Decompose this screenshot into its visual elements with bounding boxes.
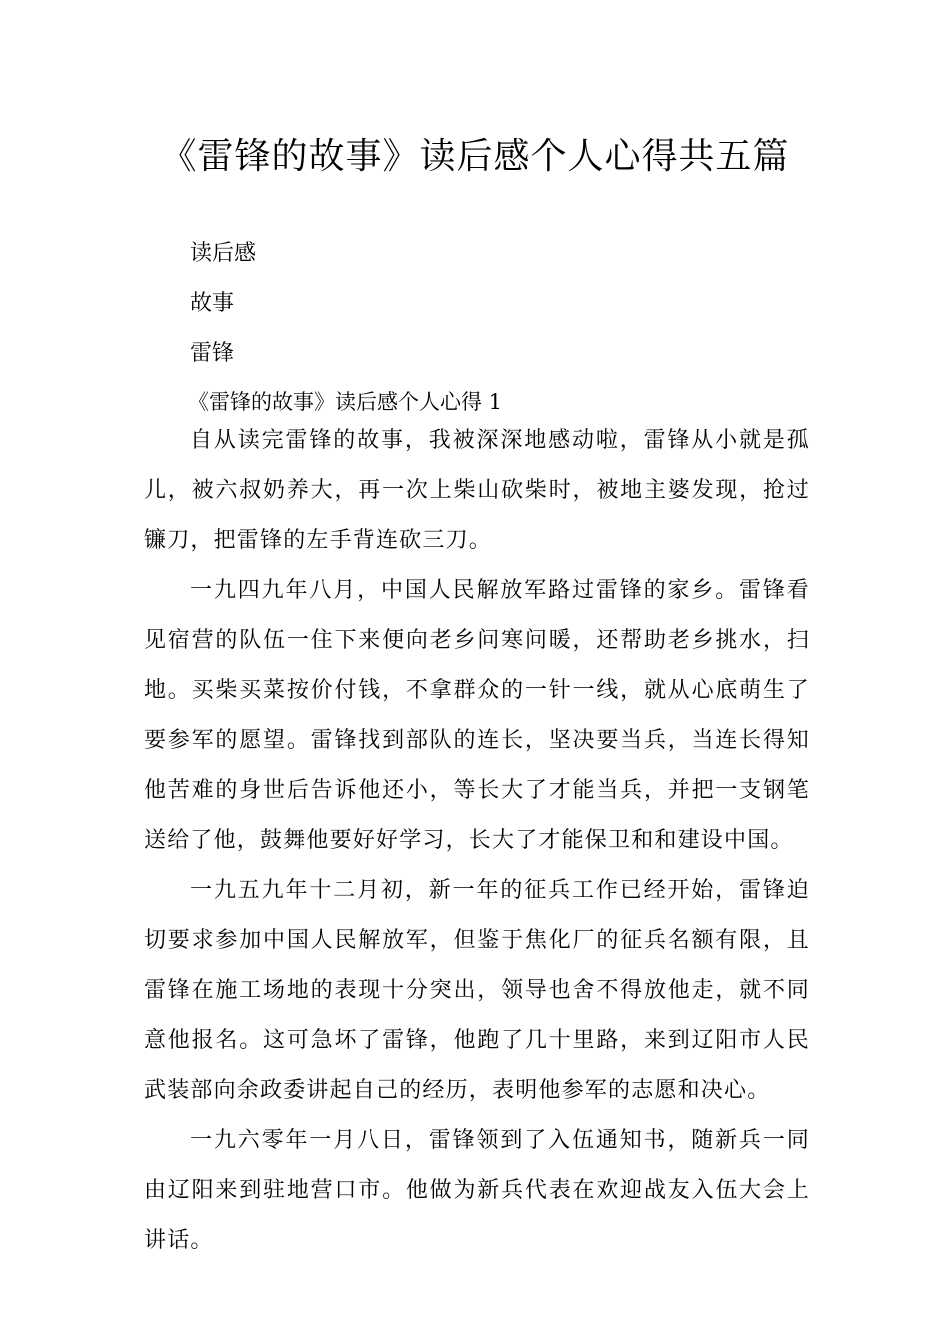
keyword-story: 故事 — [190, 291, 235, 316]
document-title: 《雷锋的故事》读后感个人心得共五篇 — [160, 136, 790, 177]
paragraph: 一九五九年十二月初，新一年的征兵工作已经开始，雷锋迫切要求参加中国人民解放军，但鉴于焦化厂的征兵名额有限，且雷锋在施工场地的表现十分突出，领导也舍不得放他走，就不同意他报名。这可急坏了雷锋，他跑了几十里路，来到辽阳市人民武装部向余政委讲起自己的经历，表明他参军的志愿和决心。 — [144, 878, 810, 1103]
paragraph: 一九四九年八月，中国人民解放军路过雷锋的家乡。雷锋看见宿营的队伍一住下来便向老乡问寒问暖，还帮助老乡挑水，扫地。买柴买菜按价付钱，不拿群众的一针一线，就从心底萌生了要参军的愿望。雷锋找到部队的连长，坚决要当兵，当连长得知他苦难的身世后告诉他还小，等长大了才能当兵，并把一支钢笔送给了他，鼓舞他要好好学习，长大了才能保卫和和建设中国。 — [144, 578, 810, 853]
body-text — [144, 416, 810, 1266]
section-subtitle: 《雷锋的故事》读后感个人心得 1 — [188, 390, 503, 414]
paragraph: 一九六零年一月八日，雷锋领到了入伍通知书，随新兵一同由辽阳来到驻地营口市。他做为新兵代表在欢迎战友入伍大会上讲话。 — [144, 1128, 810, 1253]
paragraph: 自从读完雷锋的故事，我被深深地感动啦，雷锋从小就是孤儿，被六叔奶养大，再一次上柴山砍柴时，被地主婆发现，抢过镰刀，把雷锋的左手背连砍三刀。 — [144, 428, 810, 553]
keyword-reading-notes: 读后感 — [190, 241, 257, 266]
keyword-lei-feng: 雷锋 — [190, 341, 235, 366]
